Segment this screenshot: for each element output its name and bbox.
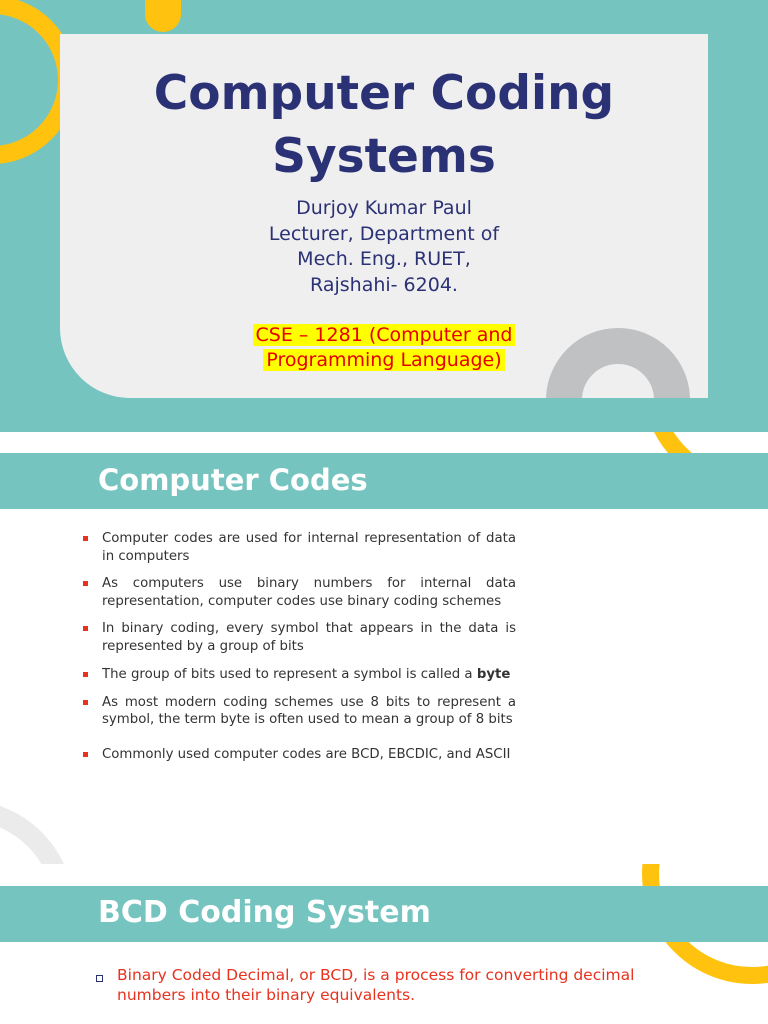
square-bullet-icon	[83, 626, 88, 631]
list-item	[80, 620, 516, 655]
author-block	[60, 196, 708, 298]
heading-band	[0, 453, 768, 509]
heading-band	[0, 886, 768, 942]
bcd-slide	[0, 864, 768, 1024]
slide-heading: Computer Codes	[98, 463, 368, 497]
bullet-text: Commonly used computer codes are BCD, EBCDIC, and ASCII	[102, 746, 511, 762]
square-bullet-icon	[83, 581, 88, 586]
list-item	[80, 746, 516, 764]
author-location: Rajshahi- 6204.	[310, 273, 458, 296]
hollow-square-bullet-icon	[96, 975, 103, 982]
square-bullet-icon	[83, 536, 88, 541]
bold-term: byte	[476, 667, 511, 682]
bullet-text: Binary Coded Decimal, or BCD, is a process for converting decimal numbers into their binary equivalents.	[117, 966, 635, 1004]
bullet-text: The group of bits used to represent a symbol is called a	[102, 667, 473, 682]
bullet-text: Computer codes are used for internal representation of data in computers	[102, 531, 516, 564]
author-name: Durjoy Kumar Paul	[296, 197, 472, 219]
list-item	[80, 694, 516, 729]
slide-heading: BCD Coding System	[98, 895, 431, 930]
slide-title	[60, 62, 708, 188]
yellow-decoration	[145, 0, 181, 32]
list-item	[80, 666, 516, 684]
author-position: Lecturer, Department of	[268, 222, 500, 245]
title-line: Systems	[272, 129, 496, 184]
bullet-list	[80, 530, 516, 763]
course-line: CSE – 1281 (Computer and	[253, 324, 516, 346]
title-slide	[0, 0, 768, 432]
bullet-text: As computers use binary numbers for internal data representation, computer codes use binary coding schemes	[102, 576, 516, 609]
square-bullet-icon	[83, 672, 88, 677]
computer-codes-slide	[0, 432, 768, 864]
square-bullet-icon	[83, 700, 88, 705]
grey-ring-decoration	[0, 800, 74, 864]
title-card	[60, 34, 708, 398]
bullet-text: As most modern coding schemes use 8 bits to represent a symbol, the term byte is often used to mean a group of 8 bits	[102, 694, 516, 727]
course-label	[60, 323, 708, 373]
list-item	[80, 575, 516, 610]
title-line: Computer Coding	[153, 66, 615, 121]
square-bullet-icon	[83, 752, 88, 757]
bullet-text: In binary coding, every symbol that appears in the data is represented by a group of bits	[102, 621, 516, 654]
author-department: Mech. Eng., RUET,	[297, 248, 471, 270]
course-line: Programming Language)	[263, 349, 504, 371]
list-item	[80, 530, 516, 565]
